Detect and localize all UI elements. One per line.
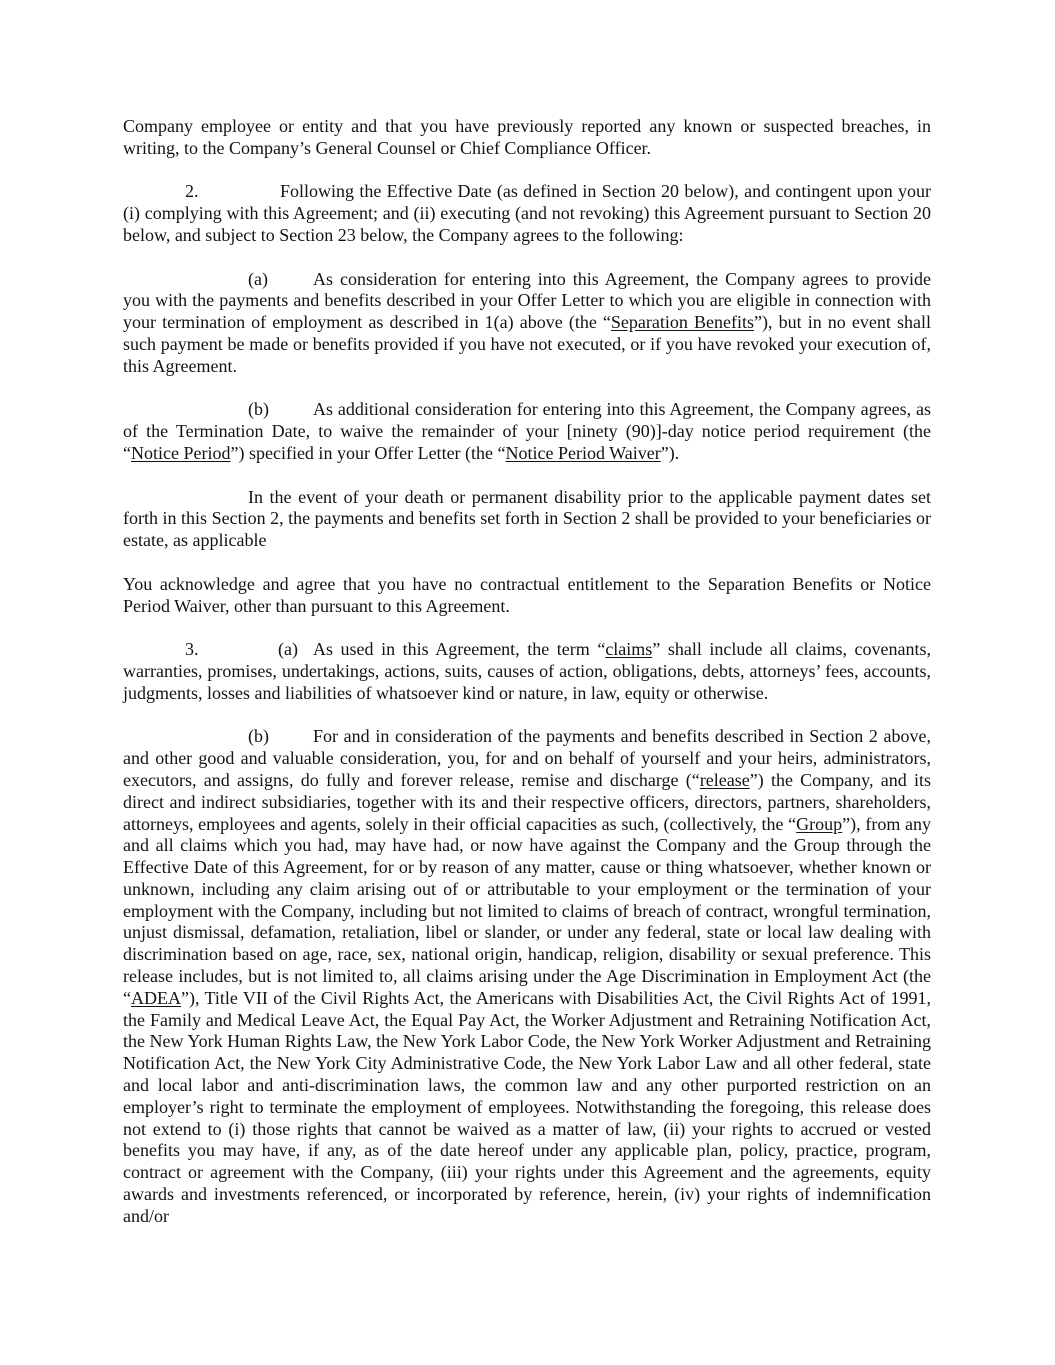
defined-term-notice-period: Notice Period (131, 442, 231, 463)
paragraph-text: As consideration for entering into this Agreement, the Company agrees to provide you with the payments and benefits described in your Offer Letter to which you are eligible in connection with your termination of employment as described in 1(a) above (the “ (123, 268, 931, 333)
subsection-label: (b) (248, 399, 269, 420)
section-3b-release (123, 726, 931, 1227)
paragraph-text: For and in consideration of the payments and benefits described in Section 2 above, and other good and valuable consideration, you, for and on behalf of yourself and your heirs, administrators, executors, and assigns, do fully and forever release, remise and discharge (“ (123, 726, 931, 790)
section-2-death-disability (123, 487, 931, 552)
paragraph-acknowledgement (123, 574, 931, 618)
section-3a-claims-definition (123, 639, 931, 704)
subsection-label: (a) (278, 639, 298, 660)
paragraph-breach-reporting (123, 116, 931, 160)
paragraph-text: Following the Effective Date (as defined in Section 20 below), and contingent upon your (i) complying with this Agreement; and (ii) executing (and not revoking) this Agreement pursuant to Section 20 below, and subject to Section 23 below, the Company agrees to the following: (123, 181, 931, 245)
defined-term-release: release (699, 769, 750, 790)
paragraph-text: ”), but in no event shall such payment be made or benefits provided if you have not executed, or if you have revoked your execution of, this Agreement. (123, 312, 931, 376)
defined-term-separation-benefits: Separation Benefits (610, 312, 754, 333)
section-number: 2. (185, 181, 199, 202)
section-number: 3. (185, 639, 199, 660)
subsection-label: (a) (248, 268, 268, 289)
defined-term-notice-period-waiver: Notice Period Waiver (505, 442, 661, 463)
defined-term-group: Group (796, 813, 843, 834)
paragraph-text: You acknowledge and agree that you have no contractual entitlement to the Separation Benefits or Notice Period Waiver, other than pursuant to this Agreement. (123, 573, 931, 616)
defined-term-claims: claims (605, 639, 653, 660)
paragraph-text: ”), from any and all claims which you had, may have had, or now have against the Company and the Group through the Effective Date of this Agreement, for or by reason of any matter, cause or thing whatsoever, whether known or unknown, including any claim arising out of or attributable to your employment or the termination of your employment with the Company, including but not limited to claims of breach of contract, wrongful termination, unjust dismissal, defamation, retaliation, libel or slander, or under any federal, state or local law dealing with discrimination based on age, race, sex, national origin, handicap, religion, disability or sexual preference. This release includes, but is not limited to, all claims arising under the Age Discrimination in Employment Act (the “ (123, 813, 932, 1008)
section-2a-separation-benefits (123, 269, 931, 378)
section-2b-notice-period-waiver (123, 399, 931, 464)
paragraph-text: ”). (660, 442, 680, 463)
paragraph-text: ” shall include all claims, covenants, warranties, promises, undertakings, actions, suits, causes of action, obligations, debts, attorneys’ fees, accounts, judgments, losses and liabilities of whatsoever kind or nature, in law, equity or otherwise. (123, 639, 931, 703)
subsection-label: (b) (248, 726, 269, 747)
defined-term-adea: ADEA (131, 987, 181, 1008)
paragraph-text: ”) the Company, and its direct and indirect subsidiaries, together with its and their respective officers, directors, partners, shareholders, attorneys, employees and agents, solely in their official capacities as such, (collectively, the “ (123, 769, 932, 834)
paragraph-text: ”), Title VII of the Civil Rights Act, the Americans with Disabilities Act, the Civil Rights Act of 1991, the Family and Medical Leave Act, the Equal Pay Act, the Worker Adjustment and Retraining Notification Act, the New York Human Rights Law, the New York Labor Code, the New York Worker Adjustment and Retraining Notification Act, the New York City Administrative Code, the New York Labor Law and all other federal, state and local labor and anti-discrimination laws, the common law and any other purported restriction on an employer’s right to terminate the employment of employees. Notwithstanding the foregoing, this release does not extend to (i) those rights that cannot be waived as a matter of law, (ii) your rights to accrued or vested benefits you may have, if any, as of the date hereof under any applicable plan, policy, practice, program, contract or agreement with the Company, (iii) your rights under this Agreement and the agreements, equity awards and investments referenced, or incorporated by reference, herein, (iv) your rights of indemnification and/or (123, 987, 931, 1226)
paragraph-text: As additional consideration for entering into this Agreement, the Company agrees, as of the Termination Date, to waive the remainder of your [ninety (90)]-day notice period requirement (the “ (123, 399, 931, 463)
paragraph-text: As used in this Agreement, the term “ (313, 639, 606, 660)
paragraph-text: In the event of your death or permanent disability prior to the applicable payment dates set forth in this Section 2, the payments and benefits set forth in Section 2 shall be provided to your beneficiaries or estate, as applicable (123, 486, 931, 551)
paragraph-text: ”) specified in your Offer Letter (the “ (230, 442, 506, 463)
section-2-intro (123, 181, 931, 246)
paragraph-text: Company employee or entity and that you have previously reported any known or suspected breaches, in writing, to the Company’s General Counsel or Chief Compliance Officer. (123, 116, 931, 158)
